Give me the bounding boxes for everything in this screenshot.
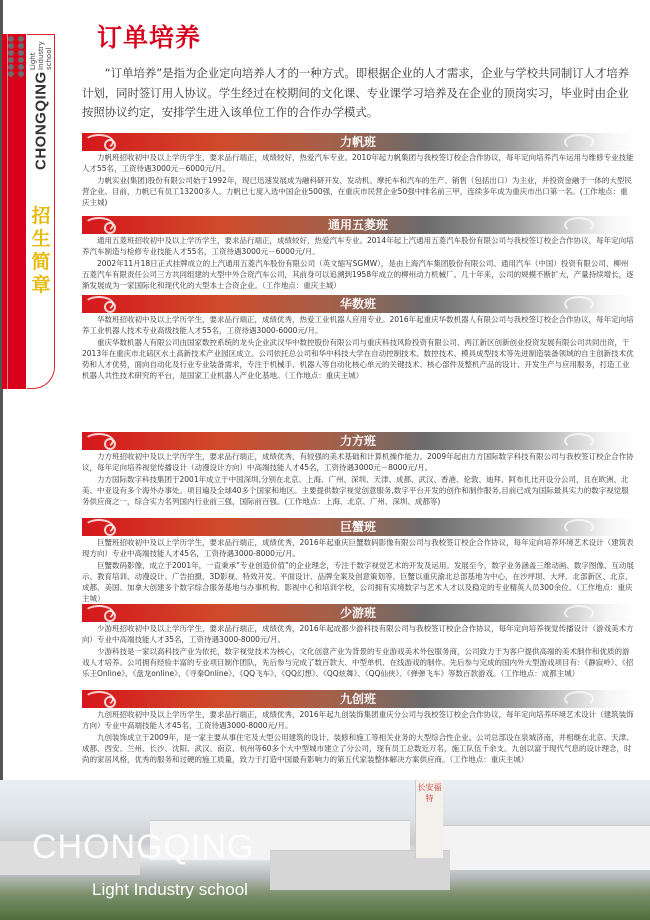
section-paragraph: 巨蟹班招收初中及以上学历学生，要求品行端正，成绩优秀，2016年起重庆巨蟹数码影像有限公司与我校签订校企合作协议，每年定向培养环境艺术设计（建筑表现方向）专业中高端技能人才45名，工资待遇3000-8000元/月。 bbox=[82, 538, 634, 558]
section-header-bar bbox=[82, 604, 634, 622]
section-paragraph: 巨蟹数码影像，成立于2001年，一直秉承“专业创造价值”的企业理念，专注于数字视觉艺术的开发及运用。发展至今，数字业务涵盖三维动画、数字图像、互动展示、教育培训、动漫设计、广告拍摄、3D影视、特效开发、平面设计、品牌全案及创意策划等。巨蟹以重庆渝北总部基地为中心，在沙坪坝、大坪、北部新区、北京、成都、美国、加拿大创建多个数字综合服务基地与办事机构、影视中心和培训学校，公司拥有实境数字与艺术人才以及稳定的专业精英人员300余位。（工作地点：重庆主城） bbox=[82, 561, 634, 603]
sidebar-slogan: 招生简章 bbox=[31, 205, 51, 296]
footer-brand: CHONGQING bbox=[32, 828, 255, 866]
section-paragraph: 力方班招收初中及以上学历学生，要求品行端正，成绩优秀，有较强的美术基础和计算机操作能力。2009年起由力方国际数字科技有限公司与我校签订校企合作协议，每年定向培养视觉传播设计（动漫设计方向）中高端技能人才45名，工资待遇3000元－8000元/月。 bbox=[82, 452, 634, 472]
section-title: 少游班 bbox=[339, 606, 376, 620]
section-paragraph: 力帆班招收初中及以上学历学生，要求品行端正，成绩较好，热爱汽车专业。2010年起力帆集团与我校签订校企合作协议，每年定向培养汽车运用与维修专业技能人才55名，工资待遇3000元－6000元/月。 bbox=[82, 153, 634, 173]
section-title: 力帆班 bbox=[339, 135, 376, 149]
section-paragraph: 少游班招收初中及以上学历学生，要求品行端正，成绩优秀，2016年起成都少游科技有限公司与我校签订校企合作协议，每年定向培养视觉传播设计（游戏美术方向）专业中高端技能人才35名，工资待遇3000-8000元/月。 bbox=[82, 624, 634, 644]
section-paragraph: 力帆实业(集团)股份有限公司始于1992年，现已迅速发展成为融科研开发、发动机、摩托车和汽车的生产、销售（包括出口）为主业，并投资金融于一体的大型民营企业。目前，力帆已有员工13200多人。力帆已七度入选中国企业500强，在重庆市民营企业50强中排名前三甲，连续多年成为重庆市出口第一名。(工作地点：重庆主城) bbox=[82, 176, 632, 207]
section-5 bbox=[82, 518, 634, 604]
section-paragraph: 2002年11月18日正式挂牌成立的上汽通用五菱汽车股份有限公司（英文缩写SGMW），是由上海汽车集团股份有限公司、通用汽车（中国）投资有限公司、柳州五菱汽车有限责任公司三方共同组建的大型中外合资汽车公司，其前身可以追溯到1958年成立的柳州动力机械厂。几十年来，公司的规模不断扩大，产量持续增长，逐渐发展成为一家国际化和现代化的大型本土合资企业。（工作地点：重庆主城） bbox=[82, 259, 634, 290]
page-title: 订单培养 bbox=[97, 23, 202, 52]
section-title: 巨蟹班 bbox=[339, 520, 376, 534]
section-7 bbox=[82, 690, 634, 765]
section-header-bar bbox=[82, 518, 634, 536]
section-header-bar bbox=[82, 133, 634, 151]
section-6 bbox=[82, 604, 634, 690]
dot-pattern-icon bbox=[8, 36, 26, 77]
section-header-bar bbox=[82, 295, 634, 313]
tower-sign: 长安福特 bbox=[417, 783, 442, 803]
brand-name: CHONGQING bbox=[32, 71, 50, 170]
section-paragraph: 通用五菱班招收初中及以上学历学生，要求品行端正，成绩较好，热爱汽车专业。2014年起上汽通用五菱汽车股份有限公司与我校签订校企合作协议，每年定向培养汽车制造与检修专业技能人才55名，工资待遇3000元－6000元/月。 bbox=[82, 236, 634, 256]
section-4 bbox=[82, 432, 634, 518]
brand-subtitle: Light Industry school bbox=[29, 41, 53, 71]
section-header-bar bbox=[82, 690, 634, 708]
section-paragraph: 九创装饰成立于2009年，是一家主要从事住宅及大型公用建筑的设计、装修和施工等相关业务的大型综合性企业。公司总部设在泉城济南，并相继在北京、天津、成都、西安、兰州、长沙、沈阳、武汉、南京、杭州等60多个大中型城市建立了分公司，现有员工总数近万名，施工队伍千余支。九创以富于现代气息的设计理念，时尚的家居风格，优秀的服务和过硬的施工质量，致力于打造中国最有影响力的第五代家装整体解决方案供应商。（工作地点：重庆主城） bbox=[82, 733, 634, 764]
sidebar-brand bbox=[30, 40, 52, 170]
section-header-bar bbox=[82, 216, 634, 234]
sidebar-red-band bbox=[2, 34, 27, 389]
section-paragraph: 华数班招收初中及以上学历学生，要求品行端正，成绩优秀，热爱工业机器人应用专业。2016年起重庆华数机器人有限公司与我校签订校企合作协议，每年定向培养工业机器人技术专业高级技能人才55名，工资待遇3000-6000元/月。 bbox=[82, 315, 634, 335]
footer-campus-photo bbox=[0, 780, 650, 920]
section-title: 华数班 bbox=[339, 297, 376, 311]
section-paragraph: 力方国际数字科技集团于2001年成立于中国深圳,分别在北京、上海、广州、深圳、天津、成都、武汉、香港、伦敦、迪拜、阿布扎比开设分公司，且在欧洲、北美、中亚设有多个海外办事处。项目遍及全球40多个国家和地区。主要提供数字视觉创意服务,数字平台开发的创作和制作服务,目前已成为国际最具实力的数字视觉服务供应商之一，综合实力名列国内行业前三强，国际前百强。(工作地点：上海、北京、广州、深圳、成都等) bbox=[82, 475, 629, 506]
section-header-bar bbox=[82, 432, 634, 450]
section-3 bbox=[82, 295, 634, 432]
section-paragraph: 九创班招收初中及以上学历学生，要求品行端正，成绩优秀，2016年起九创装饰集团重庆分公司与我校签订校企合作协议，每年定向培养环境艺术设计（建筑装饰方向）专业中高端技能人才45名，工资待遇3000-8000元/月。 bbox=[82, 710, 634, 730]
building bbox=[440, 825, 650, 870]
section-2 bbox=[82, 216, 634, 295]
sections-list bbox=[82, 133, 634, 765]
intro-paragraph: “订单培养”是指为企业定向培养人才的一种方式。即根据企业的人才需求，企业与学校共同制订人才培养计划，同时签订用人协议。学生经过在校期间的文化课、专业课学习培养及在企业的顶岗实习，毕业时由企业按照协议约定，安排学生进入该单位工作的合作办学模式。 bbox=[82, 66, 630, 119]
section-paragraph: 重庆华数机器人有限公司由国家数控系统的龙头企业武汉华中数控股份有限公司与重庆科技风险投资有限公司、两江新区创新创业投资发展有限公司共同出资，于2013年在重庆市北碚区水土高新技术产业园区成立。公司依托总公司和华中科技大学在自动控制技术、数控技术、模具成型技术等先进制造装备领域的自主创新技术优势和人才优势，面向自动化及行业专业装备需求，专注于机械手、机器人等自动化核心单元的关键技术、核心部件及整机产品的设计、开发生产与应用服务，打造工业机器人共性技术研究的平台，是国家工业机器人产业化基地。（工作地点：重庆主城） bbox=[82, 338, 634, 380]
tower bbox=[415, 780, 443, 858]
footer-brand-subtitle: Light Industry school bbox=[92, 880, 248, 899]
section-title: 通用五菱班 bbox=[327, 218, 388, 232]
section-title: 九创班 bbox=[339, 692, 376, 706]
section-paragraph: 少游科技是一家以高科技产业为依托，数字视觉技术为核心，文化创意产业为背景的专业游戏美术外包服务商，公司致力于为客户提供高端的美术制作和优质的游戏人才培养。公司拥有经验丰富的专业项目制作团队，先后参与完成了数百款大、中型单机、在线游戏的制作。先后参与完成的国内外大型游戏项目有：《静寂岭》、《招乐王Online》、《盘龙online》、《寻秦Online》、《QQ飞车》、《QQ幻想》、《QQ炫舞》、《QQ仙侠》、《弹弹飞车》等数百款游戏。（工作地点：成都主城） bbox=[82, 647, 634, 678]
section-title: 力方班 bbox=[339, 434, 376, 448]
section-1 bbox=[82, 133, 634, 216]
